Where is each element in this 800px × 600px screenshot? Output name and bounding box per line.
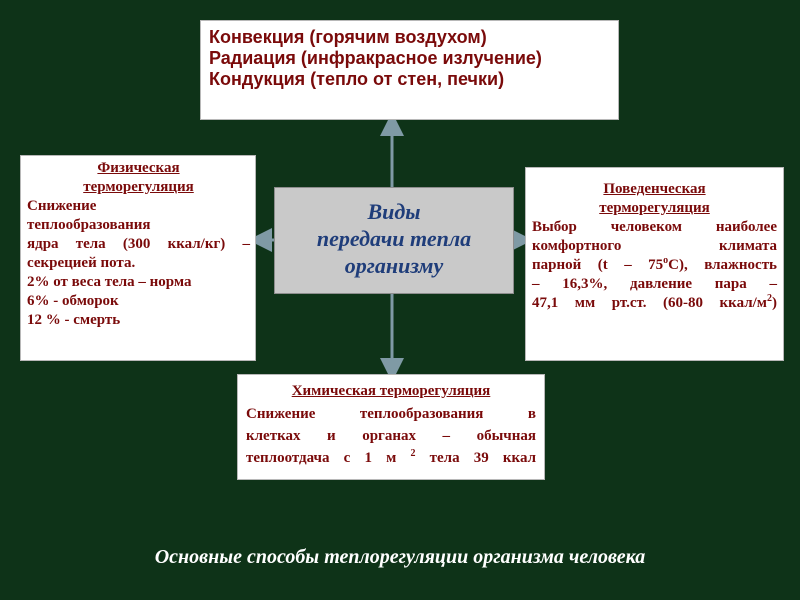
behavioral-thermoregulation-box: [525, 167, 784, 361]
physical-title-line-1: Физическая: [97, 160, 180, 176]
convection-text: Конвекция (горячим воздухом): [209, 27, 487, 47]
physical-line-6: 6% - обморок: [27, 293, 119, 309]
temperature-text: парной (t – 75: [532, 257, 664, 273]
heat-transfer-types-box: [274, 187, 514, 294]
physical-line-5: 2% от веса тела – норма: [27, 274, 192, 290]
chemical-line-2: клетках и органах – обычная: [246, 428, 536, 444]
radiation-text: Радиация (инфракрасное излучение): [209, 48, 542, 68]
heat-transfer-box: [200, 20, 619, 120]
square-meter-superscript: 2: [410, 448, 416, 459]
center-line-2: передачи тепла: [316, 226, 472, 251]
physical-thermoregulation-box: [20, 155, 256, 361]
behavioral-title-line-1: Поведенческая: [603, 181, 706, 197]
physical-line-1: Снижение: [27, 198, 97, 214]
physical-line-4: секрецией пота.: [27, 255, 136, 271]
physical-title-line-2: терморегуляция: [83, 179, 194, 195]
pressure-text: 47,1 мм рт.ст. (60-80 ккал/м: [532, 295, 767, 311]
conduction-text: Кондукция (тепло от стен, печки): [209, 69, 505, 89]
center-line-3: организму: [344, 253, 444, 278]
slide-caption: Основные способы теплорегуляции организма человека: [154, 546, 646, 568]
behavioral-line-1: Выбор человеком наиболее: [532, 219, 777, 235]
physical-line-2: теплообразования: [27, 217, 151, 233]
degree-superscript: o: [663, 255, 669, 266]
heat-transfer-text: теплоотдача с 1 м: [246, 450, 411, 466]
behavioral-line-4: – 16,3%, давление пара –: [532, 276, 777, 292]
humidity-text: С), влажность: [668, 257, 777, 273]
behavioral-line-2: комфортного климата: [532, 238, 777, 254]
chemical-title: Химическая терморегуляция: [291, 383, 491, 399]
square-superscript: 2: [767, 293, 772, 304]
closing-paren: ): [772, 295, 777, 311]
chemical-line-3: [246, 447, 536, 469]
physical-line-7: 12 % - смерть: [27, 312, 121, 328]
physical-line-3: ядра тела (300 ккал/кг) –: [27, 236, 250, 252]
chemical-line-1: Снижение теплообразования в: [246, 406, 536, 422]
center-line-1: Виды: [367, 199, 421, 224]
behavioral-title-line-2: терморегуляция: [599, 200, 710, 216]
body-heat-text: тела 39 ккал: [415, 450, 537, 466]
behavioral-line-3: [532, 256, 777, 275]
behavioral-line-5: [532, 294, 777, 313]
chemical-thermoregulation-box: [237, 374, 545, 480]
